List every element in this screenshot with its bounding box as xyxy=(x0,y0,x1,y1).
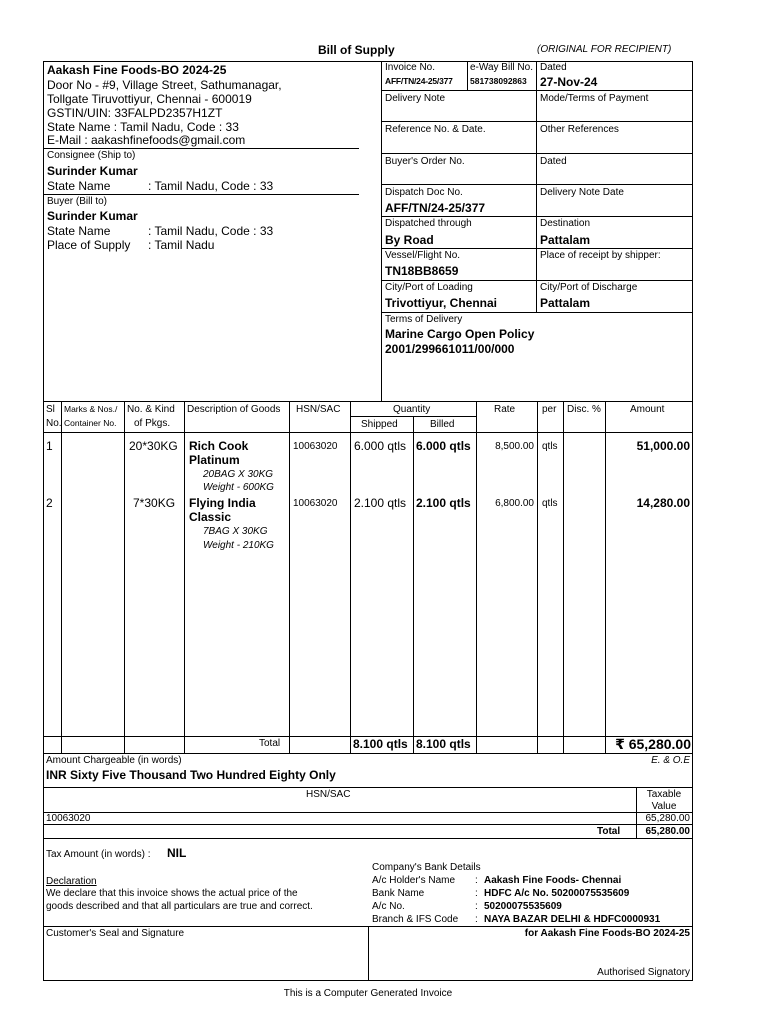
buyer-state-label: State Name xyxy=(47,224,111,238)
mode-terms-label: Mode/Terms of Payment xyxy=(540,93,649,104)
declaration-line-1: We declare that this invoice shows the actual price of the xyxy=(46,888,298,899)
col-sl-h1: Sl xyxy=(46,404,55,415)
item-desc-1: Flying India xyxy=(189,496,256,510)
buyer-label: Buyer (Bill to) xyxy=(47,196,108,207)
frame-right xyxy=(692,61,693,980)
words-value: INR Sixty Five Thousand Two Hundred Eighty Only xyxy=(46,768,336,782)
item-hsn: 10063020 xyxy=(293,498,338,509)
item-amount: 14,280.00 xyxy=(636,496,690,510)
bank-sep: : xyxy=(475,888,478,899)
info-eway-divider xyxy=(467,61,468,90)
hsn-total-value: 65,280.00 xyxy=(645,826,690,837)
bank-name: HDFC A/c No. 50200075535609 xyxy=(484,888,630,899)
table-top xyxy=(43,401,693,402)
item-detail-1: 20BAG X 30KG xyxy=(203,469,274,480)
col-pkgs-h2: of Pkgs. xyxy=(134,418,171,429)
col-sl-h2: No. xyxy=(46,418,62,429)
eway-no: 581738092863 xyxy=(470,76,527,86)
buyer-state-value: : Tamil Nadu, Code : 33 xyxy=(148,224,274,238)
bank-acno-label: A/c No. xyxy=(372,901,405,912)
item-sl: 2 xyxy=(46,496,53,510)
col-qty-h: Quantity xyxy=(393,404,431,415)
col-line xyxy=(350,401,351,753)
copy-label: (ORIGINAL FOR RECIPIENT) xyxy=(537,44,672,55)
item-desc-2: Classic xyxy=(189,510,232,524)
bank-branch: NAYA BAZAR DELHI & HDFC0000931 xyxy=(484,914,661,925)
declaration-title: Declaration xyxy=(46,876,97,887)
col-line xyxy=(124,401,125,753)
delivery-note-date-label: Delivery Note Date xyxy=(540,187,624,198)
item-detail-2: Weight - 210KG xyxy=(203,540,274,551)
eway-label: e-Way Bill No. xyxy=(470,62,533,73)
dispatch-doc-label: Dispatch Doc No. xyxy=(385,187,463,198)
item-per: qtls xyxy=(542,441,558,452)
col-shipped-h: Shipped xyxy=(361,419,398,430)
frame-bottom xyxy=(43,980,693,981)
info-row-line xyxy=(381,184,693,185)
bank-sep: : xyxy=(475,901,478,912)
bank-sep: : xyxy=(475,875,478,886)
discharge-label: City/Port of Discharge xyxy=(540,282,638,293)
delivery-note-label: Delivery Note xyxy=(385,93,446,104)
col-billed-h: Billed xyxy=(430,419,455,430)
total-shipped: 8.100 qtls xyxy=(353,737,408,751)
item-sl: 1 xyxy=(46,439,53,453)
bank-acno: 50200075535609 xyxy=(484,901,562,912)
col-line xyxy=(476,401,477,753)
item-hsn: 10063020 xyxy=(293,441,338,452)
seller-email: E-Mail : aakashfinefoods@gmail.com xyxy=(47,133,246,147)
terms-line-1: Marine Cargo Open Policy xyxy=(385,327,535,341)
dispatched-through-label: Dispatched through xyxy=(385,218,472,229)
invoice-no: AFF/TN/24-25/377 xyxy=(385,76,453,86)
footer-note: This is a Computer Generated Invoice xyxy=(283,988,453,999)
col-line xyxy=(184,401,185,753)
other-references-label: Other References xyxy=(540,124,619,135)
header-divider xyxy=(381,61,382,401)
info-col-divider xyxy=(536,61,537,312)
seller-address-1: Door No - #9, Village Street, Sathumanagar, xyxy=(47,78,282,92)
authorised-signatory-label: Authorised Signatory xyxy=(597,967,690,978)
frame-left xyxy=(43,61,44,980)
item-rate: 8,500.00 xyxy=(495,441,534,452)
signature-divider xyxy=(368,926,369,980)
seller-name: Aakash Fine Foods-BO 2024-25 xyxy=(47,63,227,77)
tax-label: Tax Amount (in words) : xyxy=(46,849,151,860)
dispatch-doc-value: AFF/TN/24-25/377 xyxy=(385,201,486,215)
invoice-no-label: Invoice No. xyxy=(385,62,436,73)
item-billed: 2.100 qtls xyxy=(416,496,471,510)
hsn-summary-taxable: 65,280.00 xyxy=(645,813,690,824)
col-amount-h: Amount xyxy=(630,404,665,415)
item-detail-2: Weight - 600KG xyxy=(203,482,274,493)
taxable-h1: Taxable xyxy=(646,789,682,800)
hsn-table-top xyxy=(43,787,693,788)
hsn-table-header-bottom xyxy=(43,812,693,813)
frame-top xyxy=(43,61,693,62)
total-amount: ₹ 65,280.00 xyxy=(615,736,691,752)
seller-divider xyxy=(43,148,359,149)
terms-line-2: 2001/299661011/00/000 xyxy=(385,342,515,356)
customer-signature-label: Customer's Seal and Signature xyxy=(46,928,185,939)
dispatched-through-value: By Road xyxy=(385,233,434,247)
receipt-label: Place of receipt by shipper: xyxy=(540,250,661,261)
col-marks-h2: Container No. xyxy=(64,418,117,428)
buyer-pos-label: Place of Supply xyxy=(47,238,131,252)
item-desc-2: Platinum xyxy=(189,453,240,467)
hsn-table-bottom xyxy=(43,838,693,839)
declaration-line-2: goods described and that all particulars are true and correct. xyxy=(46,901,313,912)
taxable-h2: Value xyxy=(651,801,677,812)
bank-branch-label: Branch & IFS Code xyxy=(372,914,459,925)
eoe-label: E. & O.E xyxy=(651,755,690,766)
hsn-summary-code: 10063020 xyxy=(46,813,91,824)
hsn-table-row-bottom xyxy=(43,824,693,825)
discharge-value: Pattalam xyxy=(540,296,591,310)
loading-label: City/Port of Loading xyxy=(385,282,473,293)
vessel-label: Vessel/Flight No. xyxy=(385,250,461,261)
item-amount: 51,000.00 xyxy=(636,439,690,453)
col-line xyxy=(289,401,290,753)
consignee-label: Consignee (Ship to) xyxy=(47,150,136,161)
loading-value: Trivottiyur, Chennai xyxy=(385,296,498,310)
col-desc-h: Description of Goods xyxy=(187,404,281,415)
dated-label: Dated xyxy=(540,62,567,73)
destination-label: Destination xyxy=(540,218,591,229)
bank-name-label: Bank Name xyxy=(372,888,425,899)
seller-gstin: GSTIN/UIN: 33FALPD2357H1ZT xyxy=(47,106,223,120)
info-row-line xyxy=(381,90,693,91)
info-row-line xyxy=(381,216,693,217)
vessel-value: TN18BB8659 xyxy=(385,264,459,278)
col-marks-h1: Marks & Nos./ xyxy=(64,404,118,414)
seller-state: State Name : Tamil Nadu, Code : 33 xyxy=(47,120,239,134)
item-billed: 6.000 qtls xyxy=(416,439,471,453)
bank-holder: Aakash Fine Foods- Chennai xyxy=(484,875,622,886)
consignee-state-label: State Name xyxy=(47,179,111,193)
item-shipped: 2.100 qtls xyxy=(354,496,407,510)
hsn-summary-h: HSN/SAC xyxy=(306,789,351,800)
table-header-bottom xyxy=(43,432,693,433)
item-rate: 6,800.00 xyxy=(495,498,534,509)
info-row-line xyxy=(381,312,693,313)
item-pkgs: 7*30KG xyxy=(133,496,176,510)
info-row-line xyxy=(381,248,693,249)
buyers-order-label: Buyer's Order No. xyxy=(385,156,465,167)
buyer-pos-value: : Tamil Nadu xyxy=(148,238,215,252)
for-company-label: for Aakash Fine Foods-BO 2024-25 xyxy=(524,928,690,939)
col-pkgs-h1: No. & Kind xyxy=(127,404,175,415)
consignee-state-value: : Tamil Nadu, Code : 33 xyxy=(148,179,274,193)
reference-label: Reference No. & Date. xyxy=(385,124,486,135)
col-line xyxy=(413,416,414,753)
col-line xyxy=(61,401,62,753)
destination-value: Pattalam xyxy=(540,233,591,247)
consignee-name: Surinder Kumar xyxy=(47,164,138,178)
bank-title: Company's Bank Details xyxy=(372,862,481,873)
col-rate-h: Rate xyxy=(494,404,516,415)
bank-sep: : xyxy=(475,914,478,925)
item-pkgs: 20*30KG xyxy=(129,439,178,453)
document-title: Bill of Supply xyxy=(318,43,395,57)
col-line xyxy=(563,401,564,753)
dated2-label: Dated xyxy=(540,156,567,167)
bank-holder-label: A/c Holder's Name xyxy=(372,875,456,886)
info-row-line xyxy=(381,121,693,122)
terms-label: Terms of Delivery xyxy=(385,314,463,325)
consignee-divider xyxy=(43,194,359,195)
item-desc-1: Rich Cook xyxy=(189,439,249,453)
words-label: Amount Chargeable (in words) xyxy=(46,755,182,766)
total-billed: 8.100 qtls xyxy=(416,737,471,751)
tax-value: NIL xyxy=(167,846,187,860)
table-bottom xyxy=(43,753,693,754)
col-hsn-h: HSN/SAC xyxy=(296,404,341,415)
dated-value: 27-Nov-24 xyxy=(540,75,598,89)
item-detail-1: 7BAG X 30KG xyxy=(203,526,268,537)
col-per-h: per xyxy=(542,404,557,415)
col-line xyxy=(605,401,606,753)
seller-address-2: Tollgate Tiruvottiyur, Chennai - 600019 xyxy=(47,92,252,106)
col-line xyxy=(537,401,538,753)
info-row-line xyxy=(381,153,693,154)
total-label: Total xyxy=(259,738,281,749)
hsn-total-label: Total xyxy=(597,826,621,837)
info-row-line xyxy=(381,280,693,281)
item-shipped: 6.000 qtls xyxy=(354,439,407,453)
item-per: qtls xyxy=(542,498,558,509)
buyer-name: Surinder Kumar xyxy=(47,209,138,223)
col-disc-h: Disc. % xyxy=(567,404,601,415)
